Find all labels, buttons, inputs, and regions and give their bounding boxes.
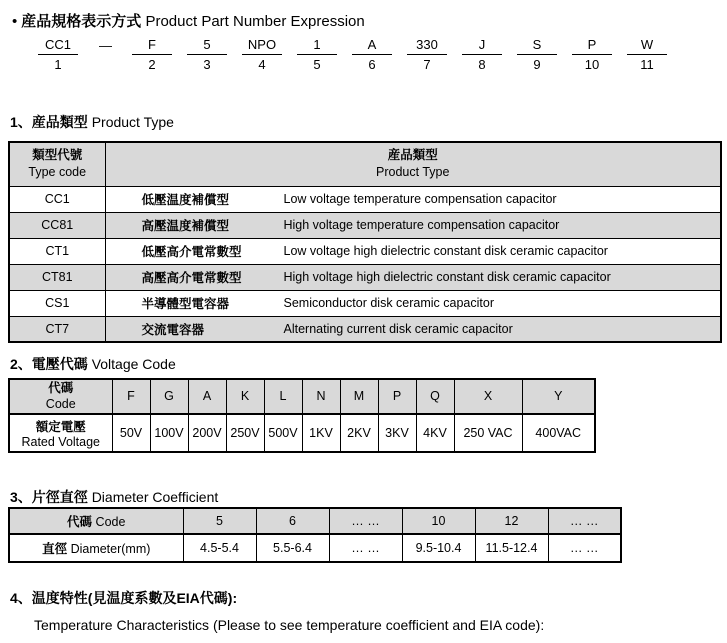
voltage-code-cell: G xyxy=(150,379,188,414)
diameter-code-cell: … … xyxy=(548,508,621,534)
type-name-zh: 高壓高介電常數型 xyxy=(141,271,242,285)
type-code-cell: CC1 xyxy=(9,186,105,212)
table-row xyxy=(9,290,721,316)
type-name-cell xyxy=(105,212,721,238)
table-row xyxy=(9,534,621,562)
section1-heading-en: Product Type xyxy=(91,114,174,130)
rated-voltage-cell: 50V xyxy=(112,414,150,452)
type-name-en: Low voltage high dielectric constant disk ceramic capacitor xyxy=(283,244,608,258)
table-row xyxy=(9,212,721,238)
segment-code: CC1 xyxy=(38,37,78,55)
diameter-table xyxy=(8,507,622,563)
diameter-code-header xyxy=(9,508,183,534)
rated-voltage-cell: 3KV xyxy=(378,414,416,452)
voltage-code-cell: F xyxy=(112,379,150,414)
table-row xyxy=(9,186,721,212)
rated-voltage-cell: 200V xyxy=(188,414,226,452)
section2-heading-zh: 2、電壓代碼 xyxy=(10,356,88,372)
type-name-cell xyxy=(105,238,721,264)
voltage-code-cell: P xyxy=(378,379,416,414)
type-code-header-zh: 類型代號 xyxy=(32,148,83,163)
type-code-cell: CT81 xyxy=(9,264,105,290)
product-type-header-zh: 産品類型 xyxy=(387,148,438,163)
table-row xyxy=(9,238,721,264)
section2-heading-en: Voltage Code xyxy=(91,356,176,372)
diameter-code-cell: 6 xyxy=(256,508,329,534)
part-number-segment xyxy=(627,37,667,72)
table-header-row xyxy=(9,142,721,186)
segment-code: F xyxy=(132,37,172,55)
segment-position: 9 xyxy=(533,57,541,72)
section4-heading-en: Temperature Characteristics (Please to see temperature coefficient and EIA code): xyxy=(34,617,545,633)
segment-position: 6 xyxy=(368,57,376,72)
section4-heading-zh: 4、温度特性(見温度系數及EIA代碼): xyxy=(10,590,238,606)
type-name-cell xyxy=(105,186,721,212)
rated-voltage-cell: 250V xyxy=(226,414,264,452)
segment-code: P xyxy=(572,37,612,55)
voltage-code-cell: Y xyxy=(522,379,595,414)
part-number-segment xyxy=(517,37,557,72)
part-number-segment xyxy=(462,37,502,72)
part-number-segment xyxy=(297,37,337,72)
type-name-zh: 交流電容器 xyxy=(141,322,205,337)
type-name-zh: 高壓温度補償型 xyxy=(141,219,230,233)
section3-heading-zh: 3、片徑直徑 xyxy=(10,489,88,505)
voltage-code-header xyxy=(9,379,112,414)
diameter-value-cell: 11.5-12.4 xyxy=(475,534,548,562)
type-code-header xyxy=(9,142,105,186)
voltage-code-cell: L xyxy=(264,379,302,414)
segment-position: 5 xyxy=(313,57,321,72)
voltage-code-cell: A xyxy=(188,379,226,414)
product-type-table xyxy=(8,141,722,343)
type-code-cell: CT7 xyxy=(9,316,105,342)
voltage-code-header-en: Code xyxy=(45,397,76,412)
part-number-segment xyxy=(38,37,78,72)
part-number-dash: — xyxy=(99,38,111,53)
segment-position: 7 xyxy=(423,57,431,72)
rated-voltage-cell: 2KV xyxy=(340,414,378,452)
segment-code: J xyxy=(462,37,502,55)
voltage-code-cell: X xyxy=(454,379,522,414)
segment-position: 11 xyxy=(640,57,654,72)
section2-heading xyxy=(10,354,176,374)
product-type-header-en: Product Type xyxy=(376,165,450,180)
segment-position: 10 xyxy=(584,57,600,72)
rated-voltage-header-en: Rated Voltage xyxy=(21,434,101,449)
voltage-code-cell: K xyxy=(226,379,264,414)
section1-heading xyxy=(10,112,174,132)
diameter-value-cell: … … xyxy=(548,534,621,562)
segment-position: 8 xyxy=(478,57,486,72)
voltage-code-cell: M xyxy=(340,379,378,414)
diameter-code-header-zh: 代碼 xyxy=(67,515,93,529)
section1-heading-zh: 1、産品類型 xyxy=(10,114,88,130)
type-name-en: High voltage high dielectric constant disk ceramic capacitor xyxy=(283,270,611,284)
part-number-segment xyxy=(352,37,392,72)
type-code-cell: CT1 xyxy=(9,238,105,264)
section3-heading-en: Diameter Coefficient xyxy=(91,489,219,505)
segment-code: 1 xyxy=(297,37,337,55)
bullet-icon: • xyxy=(12,13,18,30)
rated-voltage-header-zh: 額定電壓 xyxy=(35,419,86,434)
segment-position: 2 xyxy=(148,57,156,72)
type-name-en: Low voltage temperature compensation capacitor xyxy=(283,192,557,206)
type-name-cell xyxy=(105,264,721,290)
part-number-segment xyxy=(407,37,447,72)
segment-code: 330 xyxy=(407,37,447,55)
voltage-code-cell: Q xyxy=(416,379,454,414)
diameter-value-cell: 4.5-5.4 xyxy=(183,534,256,562)
voltage-code-header-zh: 代碼 xyxy=(48,381,74,395)
segment-code: W xyxy=(627,37,667,55)
rated-voltage-cell: 250 VAC xyxy=(454,414,522,452)
rated-voltage-header xyxy=(9,414,112,452)
rated-voltage-cell: 1KV xyxy=(302,414,340,452)
voltage-code-cell: N xyxy=(302,379,340,414)
table-header-row xyxy=(9,379,595,414)
rated-voltage-cell: 500V xyxy=(264,414,302,452)
diameter-code-cell: 12 xyxy=(475,508,548,534)
segment-position: 4 xyxy=(258,57,266,72)
rated-voltage-cell: 400VAC xyxy=(522,414,595,452)
diameter-value-header-en: Diameter(mm) xyxy=(70,542,151,556)
page-title xyxy=(12,10,365,31)
section3-heading xyxy=(10,487,218,507)
type-name-cell xyxy=(105,290,721,316)
type-code-header-en: Type code xyxy=(28,165,87,180)
diameter-value-cell: 5.5-6.4 xyxy=(256,534,329,562)
part-number-segment xyxy=(242,37,282,72)
table-row xyxy=(9,264,721,290)
segment-code: S xyxy=(517,37,557,55)
table-header-row xyxy=(9,508,621,534)
part-number-segment xyxy=(572,37,612,72)
type-name-zh: 低壓高介電常數型 xyxy=(141,245,242,259)
part-number-segment xyxy=(132,37,172,72)
diameter-code-cell: … … xyxy=(329,508,402,534)
page-title-zh: 産品規格表示方式 xyxy=(21,13,142,30)
diameter-code-header-en: Code xyxy=(95,515,126,529)
rated-voltage-cell: 4KV xyxy=(416,414,454,452)
segment-code: 5 xyxy=(187,37,227,55)
segment-code: A xyxy=(352,37,392,55)
segment-position: 1 xyxy=(54,57,62,72)
diameter-code-cell: 5 xyxy=(183,508,256,534)
diameter-value-cell: 9.5-10.4 xyxy=(402,534,475,562)
diameter-value-header xyxy=(9,534,183,562)
diameter-value-header-zh: 直徑 xyxy=(42,542,68,556)
type-code-cell: CS1 xyxy=(9,290,105,316)
type-name-zh: 低壓温度補償型 xyxy=(141,193,230,207)
table-row xyxy=(9,414,595,452)
type-code-cell: CC81 xyxy=(9,212,105,238)
part-number-diagram xyxy=(38,37,667,72)
diameter-value-cell: … … xyxy=(329,534,402,562)
type-name-zh: 半導體型電容器 xyxy=(141,297,230,311)
type-name-cell xyxy=(105,316,721,342)
type-name-en: High voltage temperature compensation capacitor xyxy=(283,218,560,232)
page-title-en: Product Part Number Expression xyxy=(145,13,365,30)
type-name-en: Semiconductor disk ceramic capacitor xyxy=(283,296,494,310)
voltage-code-table xyxy=(8,378,596,453)
table-row xyxy=(9,316,721,342)
segment-position: 3 xyxy=(203,57,211,72)
diameter-code-cell: 10 xyxy=(402,508,475,534)
rated-voltage-cell: 100V xyxy=(150,414,188,452)
product-type-header xyxy=(105,142,721,186)
type-name-en: Alternating current disk ceramic capacitor xyxy=(283,321,513,336)
segment-code: NPO xyxy=(242,37,282,55)
part-number-segment xyxy=(187,37,227,72)
